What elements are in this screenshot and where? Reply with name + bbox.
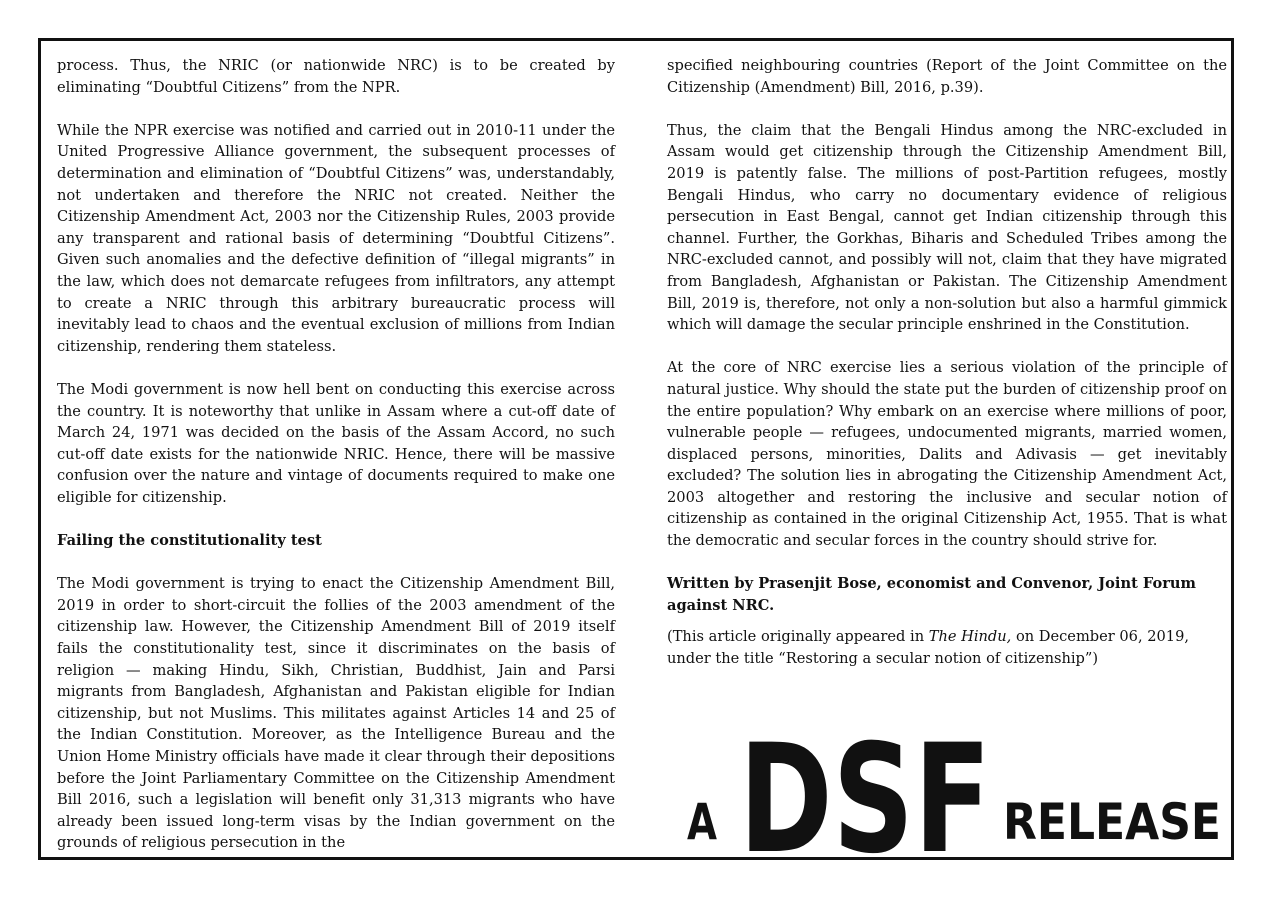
dsf-release-logo — [681, 729, 1229, 857]
page-frame — [38, 38, 1234, 860]
logo-release-text: RELEASE — [1003, 793, 1221, 851]
paragraph: The Modi government is trying to enact the Citizenship Amendment Bill, 2019 in order to short-circuit the follies of the 2003 amendment of the citizenship law. However, the Citizenship Amendment Bill of 2019 itself fails the constitutionality test, since it discriminates on the basis of religion — making Hindu, Sikh, Christian, Buddhist, Jain and Parsi migrants from Bangladesh, Afghanistan and Pakistan eligible for Indian citizenship, but not Muslims. This militates against Articles 14 and 25 of the Indian Constitution. Moreover, as the Intelligence Bureau and the Union Home Ministry officials have made it clear through their depositions before the Joint Parliamentary Committee on the Citizenship Amendment Bill 2016, such a legislation will benefit only 31,313 migrants who have already been issued long-term visas by the Indian government on the grounds of religious persecution in the — [57, 575, 615, 852]
source-note-end: on December 06, 2019, under the title “Restoring a secular notion of citizenship”) — [667, 628, 1189, 668]
right-column — [667, 55, 1227, 670]
paragraph: specified neighbouring countries (Report of the Joint Committee on the Citizenship (Amendment) Bill, 2016, p.39). — [667, 57, 1227, 96]
author-byline: Written by Prasenjit Bose, economist and Convenor, Joint Forum against NRC. — [667, 575, 1196, 614]
publication-name: The Hindu, — [928, 628, 1012, 646]
section-heading: Failing the constitutionality test — [57, 532, 322, 550]
source-note — [667, 626, 1227, 669]
paragraph: At the core of NRC exercise lies a serious violation of the principle of natural justice. Why should the state put the burden of citizenship proof on the entire population? Why embark on an exercise where millions of poor, vulnerable people — refugees, undocumented migrants, married women, displaced persons, minorities, Dalits and Adivasis — get inevitably excluded? The solution lies in abrogating the Citizenship Amendment Act, 2003 altogether and restoring the inclusive and secular notion of citizenship as contained in the original Citizenship Act, 1955. That is what the democratic and secular forces in the country should strive for. — [667, 359, 1227, 550]
paragraph: While the NPR exercise was notified and carried out in 2010-11 under the United Progressive Alliance government, the subsequent processes of determination and elimination of “Doubtful Citizens” was, understandably, not undertaken and therefore the NRIC not created. Neither the Citizenship Amendment Act, 2003 nor the Citizenship Rules, 2003 provide any transparent and rational basis of determining “Doubtful Citizens”. Given such anomalies and the defective definition of “illegal migrants” in the law, which does not demarcate refugees from infiltrators, any attempt to create a NRIC through this arbitrary bureaucratic process will inevitably lead to chaos and the eventual exclusion of millions from Indian citizenship, rendering them stateless. — [57, 121, 615, 355]
left-column — [57, 55, 615, 876]
logo-dsf-text: DSF — [739, 729, 991, 857]
paragraph: Thus, the claim that the Bengali Hindus among the NRC-excluded in Assam would get citizenship through the Citizenship Amendment Bill, 2019 is patently false. The millions of post-Partition refugees, mostly Bengali Hindus, who carry no documentary evidence of religious persecution in East Bengal, cannot get Indian citizenship through this channel. Further, the Gorkhas, Biharis and Scheduled Tribes among the NRC-excluded cannot, and possibly will not, claim that they have migrated from Bangladesh, Afghanistan or Pakistan. The Citizenship Amendment Bill, 2019 is, therefore, not only a non-solution but also a harmful gimmick which will damage the secular principle enshrined in the Constitution. — [667, 121, 1227, 334]
logo-letter-a: A — [687, 793, 718, 851]
paragraph: The Modi government is now hell bent on conducting this exercise across the country. It is noteworthy that unlike in Assam where a cut-off date of March 24, 1971 was decided on the basis of the Assam Accord, no such cut-off date exists for the nationwide NRIC. Hence, there will be massive confusion over the nature and vintage of documents required to make one eligible for citizenship. — [57, 380, 615, 506]
source-note-start: (This article originally appeared in — [667, 628, 929, 646]
paragraph: process. Thus, the NRIC (or nationwide NRC) is to be created by eliminating “Doubtful Citizens” from the NPR. — [57, 57, 615, 96]
